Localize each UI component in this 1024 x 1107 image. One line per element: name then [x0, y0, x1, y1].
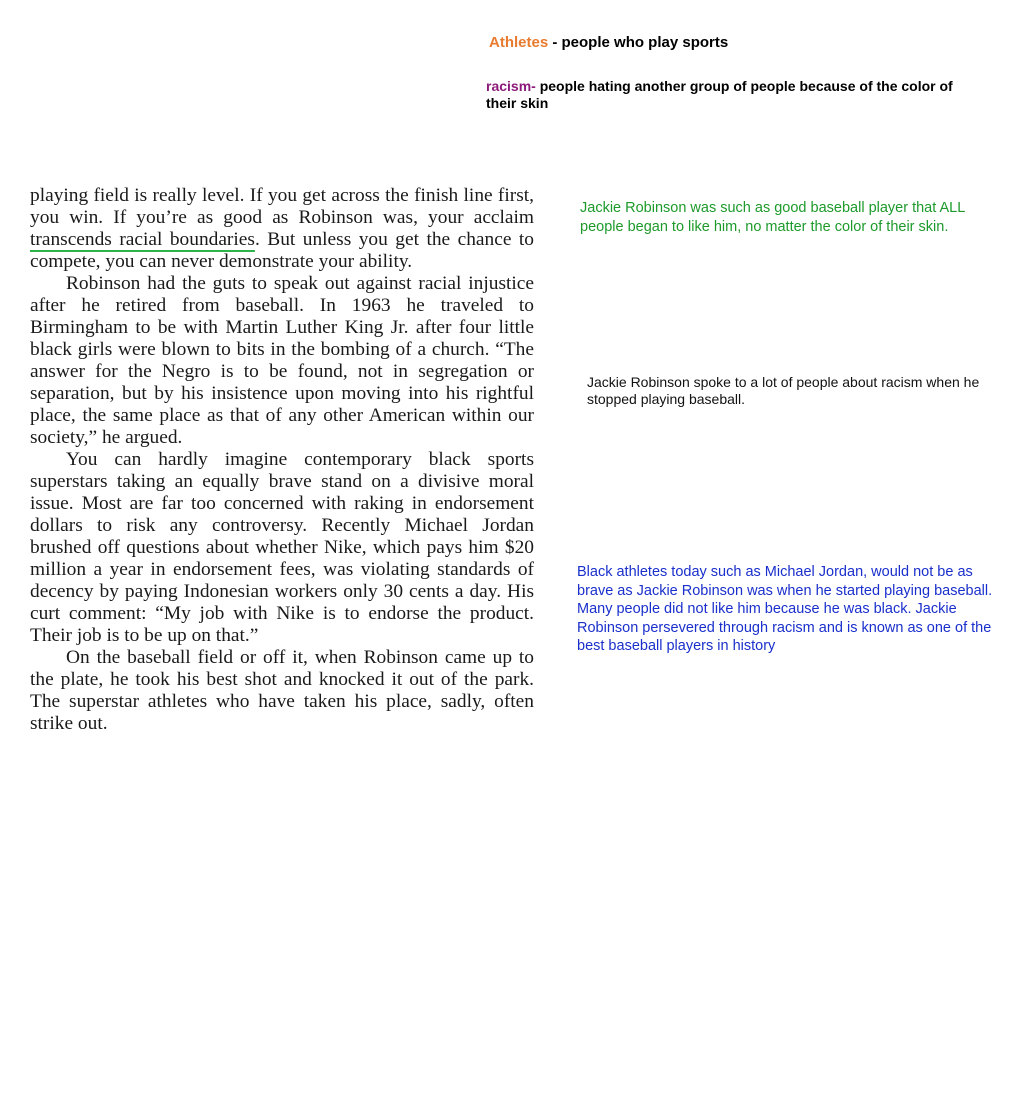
note-blue: Black athletes today such as Michael Jordan, would not be as brave as Jackie Robinson was when he started playing baseball. Many people did not like him because he was black. Jackie Robinson persevered through racism and is known as one of the best baseball players in history: [577, 564, 993, 654]
highlighted-phrase: transcends racial boundaries: [30, 229, 255, 250]
article-paragraph-2: Robinson had the guts to speak out against racial injustice after he retired from baseball. In 1963 he traveled to Birmingham to be with Martin Luther King Jr. after four little black girls were blown to bits in the bombing of a church. “The answer for the Negro is to be found, not in segregation or separation, but by his insistence upon moving into his rightful place, the same place as that of any other American within our society,” he argued.: [30, 273, 534, 448]
racism-term: racism-: [486, 78, 536, 94]
article-paragraph-1: [30, 185, 534, 273]
racism-definition: people hating another group of people because of the color of their skin: [486, 78, 953, 111]
p1-text-end: . But unless you get the chance to compete, you can never demonstrate your ability.: [30, 229, 534, 272]
vocab-athletes: [489, 34, 728, 51]
article-paragraph-4: On the baseball field or off it, when Robinson came up to the plate, he took his best shot and knocked it out of the park. The superstar athletes who have taken his place, sadly, often strike out.: [30, 647, 534, 734]
athletes-term: Athletes: [489, 34, 549, 51]
note-green: Jackie Robinson was such as good baseball player that ALL people began to like him, no matter the color of their skin.: [580, 200, 965, 235]
note-black: Jackie Robinson spoke to a lot of people about racism when he stopped playing baseball.: [587, 374, 980, 407]
article-paragraph-3: You can hardly imagine contemporary black sports superstars taking an equally brave stand on a divisive moral issue. Most are far too concerned with raking in endorsement dollars to risk any controversy. Recently Michael Jordan brushed off questions about whether Nike, which pays him $20 million a year in endorsement fees, was violating standards of decency by paying Indonesian workers only 30 cents a day. His curt comment: “My job with Nike is to endorse the product. Their job is to be up on that.”: [30, 449, 534, 646]
p1-text-start: playing field is really level. If you get across the finish line first, you win. If you’re as good as Robinson was, your acclaim: [30, 185, 534, 228]
article-text: [30, 185, 534, 735]
athletes-definition: - people who play sports: [548, 34, 729, 51]
vocab-racism: [486, 78, 976, 112]
